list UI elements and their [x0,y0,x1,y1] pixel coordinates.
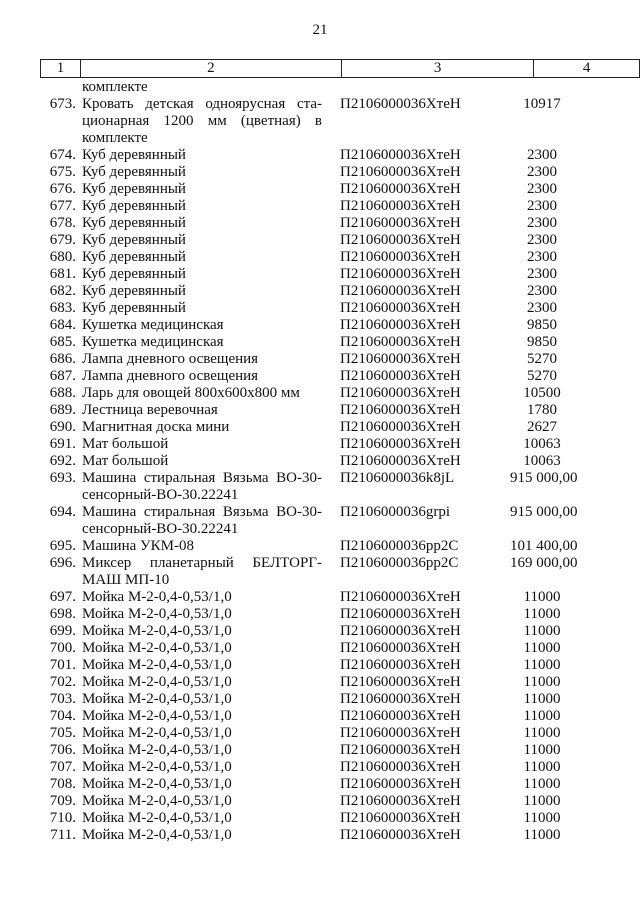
item-number: 707. [49,759,76,775]
item-name-line: Кушетка медицинская [82,334,224,350]
item-number: 689. [49,402,76,418]
list-item [40,470,600,504]
item-name [76,232,322,249]
item-name [76,334,322,351]
item-name-line: сенсорный-ВО-30.22241 [82,487,239,503]
item-code: П2106000036ХтеН [340,793,461,809]
item-name [76,96,322,147]
item-name-line: сенсорный-ВО-30.22241 [82,521,239,537]
item-name-line: Мойка М-2-0,4-0,53/1,0 [82,674,232,690]
item-price: 915 000,00 [510,504,578,520]
item-number: 674. [49,147,76,163]
item-price: 11000 [523,657,561,673]
item-code: П2106000036ХтеН [340,402,461,418]
item-name-line: Мойка М-2-0,4-0,53/1,0 [82,759,232,775]
item-price: 2300 [527,198,557,214]
item-number: 688. [49,385,76,401]
item-price: 11000 [523,606,561,622]
item-number: 681. [49,266,76,282]
item-number: 696. [49,555,76,571]
item-name [76,725,322,742]
item-code: П2106000036ХтеН [340,96,461,112]
item-code: П2106000036ХтеН [340,419,461,435]
item-price: 9850 [527,317,557,333]
item-number: 690. [49,419,76,435]
item-name-line: Кровать детская одноярусная ста- [82,96,322,112]
item-name [76,810,322,827]
item-number: 693. [49,470,76,486]
item-price: 2300 [527,181,557,197]
item-price: 11000 [523,725,561,741]
item-name [76,538,322,555]
item-name-line: Мойка М-2-0,4-0,53/1,0 [82,623,232,639]
item-name-line: ционарная 1200 мм (цветная) в [82,113,322,129]
item-price: 11000 [523,776,561,792]
item-code: П2106000036ХтеН [340,215,461,231]
list-item [40,793,600,810]
item-code: П2106000036ХтеН [340,232,461,248]
item-code: П2106000036ХтеН [340,368,461,384]
item-name [76,708,322,725]
item-price: 2300 [527,266,557,282]
list-item [40,232,600,249]
item-name-line: Магнитная доска мини [82,419,230,435]
item-name-line: Куб деревянный [82,164,186,180]
item-name-line: Куб деревянный [82,300,186,316]
item-price: 11000 [523,742,561,758]
item-code: П2106000036pp2C [340,555,459,571]
list-item [40,181,600,198]
item-code: П2106000036ХтеН [340,759,461,775]
item-code: П2106000036ХтеН [340,776,461,792]
item-code: П2106000036ХтеН [340,589,461,605]
item-number: 687. [49,368,76,384]
list-item [40,640,600,657]
list-item [40,657,600,674]
list-item [40,674,600,691]
item-price: 2300 [527,232,557,248]
item-price: 11000 [523,674,561,690]
item-number: 697. [49,589,76,605]
item-name-line: Машина УКМ-08 [82,538,194,554]
column-header-1: 1 [41,60,81,78]
list-item [40,300,600,317]
item-price: 169 000,00 [510,555,578,571]
item-number: 677. [49,198,76,214]
item-code: П2106000036ХтеН [340,266,461,282]
item-name [76,657,322,674]
item-code: П2106000036ХтеН [340,164,461,180]
item-name-line: Куб деревянный [82,283,186,299]
item-name-line: Мойка М-2-0,4-0,53/1,0 [82,793,232,809]
item-number: 694. [49,504,76,520]
item-price: 11000 [523,827,561,843]
item-code: П2106000036ХтеН [340,691,461,707]
item-price: 101 400,00 [510,538,578,554]
item-price: 1780 [527,402,557,418]
item-name-line: Машина стиральная Вязьма ВО-30- [82,504,322,520]
list-item [40,215,600,232]
item-name-line: Мат большой [82,436,169,452]
item-name-line: Куб деревянный [82,198,186,214]
list-item [40,266,600,283]
item-code: П2106000036ХтеН [340,436,461,452]
item-price: 5270 [527,368,557,384]
item-price: 10917 [523,96,561,112]
item-number: 704. [49,708,76,724]
list-item [40,96,600,147]
item-code: П2106000036ХтеН [340,385,461,401]
item-code: П2106000036ХтеН [340,606,461,622]
item-number: 711. [50,827,76,843]
item-number: 708. [49,776,76,792]
item-name-line: Мойка М-2-0,4-0,53/1,0 [82,691,232,707]
item-code: П2106000036k8jL [340,470,455,486]
item-name-line: Мойка М-2-0,4-0,53/1,0 [82,776,232,792]
item-name-line: Миксер планетарный БЕЛТОРГ- [82,555,322,571]
item-name-line: Мойка М-2-0,4-0,53/1,0 [82,742,232,758]
item-code: П2106000036ХтеН [340,708,461,724]
item-number: 692. [49,453,76,469]
item-name [76,742,322,759]
item-name-line: Мойка М-2-0,4-0,53/1,0 [82,810,232,826]
item-number: 691. [49,436,76,452]
item-number: 709. [49,793,76,809]
list-item [40,759,600,776]
item-number: 683. [49,300,76,316]
item-code: П2106000036ХтеН [340,334,461,350]
item-name-line: МАШ МП-10 [82,572,170,588]
item-name [76,385,322,402]
item-price: 10063 [523,453,561,469]
item-number: 679. [49,232,76,248]
item-name [76,436,322,453]
item-name-line: Лестница веревочная [82,402,218,418]
list-item [40,725,600,742]
item-name [76,164,322,181]
column-header-4: 4 [534,60,640,78]
item-name [76,266,322,283]
item-number: 698. [49,606,76,622]
page-number: 21 [312,22,328,38]
item-name-line: Куб деревянный [82,147,186,163]
item-number: 703. [49,691,76,707]
item-name-line: Мойка М-2-0,4-0,53/1,0 [82,606,232,622]
item-code: П2106000036ХтеН [340,453,461,469]
item-number: 678. [49,215,76,231]
column-header-3: 3 [341,60,533,78]
item-name-line: Куб деревянный [82,215,186,231]
item-number: 699. [49,623,76,639]
item-price: 2300 [527,283,557,299]
item-name-line: Мойка М-2-0,4-0,53/1,0 [82,827,232,843]
item-price: 10063 [523,436,561,452]
column-header-2: 2 [80,60,341,78]
list-item [40,385,600,402]
item-code: П2106000036ХтеН [340,640,461,656]
item-price: 11000 [523,759,561,775]
item-name [76,351,322,368]
item-name-line: Мойка М-2-0,4-0,53/1,0 [82,657,232,673]
item-name [76,249,322,266]
item-code: П2106000036ХтеН [340,300,461,316]
list-item [40,249,600,266]
item-name [76,470,322,504]
list-item [40,776,600,793]
item-number: 701. [49,657,76,673]
item-name [76,759,322,776]
item-number: 680. [49,249,76,265]
item-price: 11000 [523,810,561,826]
item-number: 702. [49,674,76,690]
item-code: П2106000036ХтеН [340,827,461,843]
item-name [76,402,322,419]
item-name [76,147,322,164]
list-item [40,317,600,334]
item-name [76,504,322,538]
list-item [40,623,600,640]
item-name-line: Машина стиральная Вязьма ВО-30- [82,470,322,486]
item-name-line: Куб деревянный [82,266,186,282]
list-item [40,436,600,453]
item-price: 2300 [527,147,557,163]
list-item [40,368,600,385]
item-number: 676. [49,181,76,197]
column-header-row [41,60,640,78]
item-name [76,198,322,215]
item-name [76,215,322,232]
item-code: П2106000036ХтеН [340,317,461,333]
item-name [76,453,322,470]
item-price: 11000 [523,623,561,639]
item-name-line: Кушетка медицинская [82,317,224,333]
item-number: 700. [49,640,76,656]
item-code: П2106000036ХтеН [340,725,461,741]
list-item [40,164,600,181]
list-item [40,453,600,470]
item-name-line: Куб деревянный [82,232,186,248]
item-name-line: комплекте [82,79,148,95]
item-name [76,691,322,708]
inventory-list [40,79,600,844]
item-name [76,589,322,606]
item-name-line: Мойка М-2-0,4-0,53/1,0 [82,640,232,656]
list-item [40,419,600,436]
item-number: 695. [49,538,76,554]
item-price: 2300 [527,215,557,231]
item-code: П2106000036pp2C [340,538,459,554]
item-number: 705. [49,725,76,741]
item-name [76,181,322,198]
item-code: П2106000036ХтеН [340,198,461,214]
item-name [76,776,322,793]
item-name-line: Куб деревянный [82,249,186,265]
item-price: 2300 [527,249,557,265]
list-item [40,827,600,844]
list-item [40,147,600,164]
item-price: 2627 [527,419,557,435]
item-price: 2300 [527,164,557,180]
item-name-line: Мойка М-2-0,4-0,53/1,0 [82,589,232,605]
item-code: П2106000036ХтеН [340,283,461,299]
item-name [76,79,322,96]
item-name-line: Куб деревянный [82,181,186,197]
list-item [40,402,600,419]
item-price: 11000 [523,640,561,656]
item-name [76,606,322,623]
item-number: 706. [49,742,76,758]
item-code: П2106000036ХтеН [340,249,461,265]
item-price: 2300 [527,300,557,316]
item-code: П2106000036ХтеН [340,147,461,163]
item-name [76,793,322,810]
item-name [76,283,322,300]
item-name [76,368,322,385]
item-name [76,317,322,334]
item-number: 686. [49,351,76,367]
list-item [40,742,600,759]
item-number: 684. [49,317,76,333]
list-item [40,198,600,215]
item-name-line: Мойка М-2-0,4-0,53/1,0 [82,725,232,741]
list-item [40,810,600,827]
item-price: 11000 [523,691,561,707]
item-price: 11000 [523,589,561,605]
column-header-table [40,59,640,78]
item-name-line: комплекте [82,130,148,146]
item-number: 675. [49,164,76,180]
item-price: 11000 [523,708,561,724]
item-number: 710. [49,810,76,826]
item-name [76,555,322,589]
item-name [76,419,322,436]
item-price: 5270 [527,351,557,367]
item-name-line: Мойка М-2-0,4-0,53/1,0 [82,708,232,724]
item-price: 10500 [523,385,561,401]
item-number: 673. [49,96,76,112]
item-code: П2106000036ХтеН [340,674,461,690]
item-name [76,640,322,657]
item-price: 915 000,00 [510,470,578,486]
item-name-line: Лампа дневного освещения [82,368,259,384]
list-item [40,79,600,96]
item-price: 11000 [523,793,561,809]
item-code: П2106000036ХтеН [340,351,461,367]
list-item [40,334,600,351]
list-item [40,708,600,725]
item-code: П2106000036ХтеН [340,810,461,826]
item-name-line: Лампа дневного освещения [82,351,259,367]
list-item [40,589,600,606]
item-code: П2106000036ХтеН [340,181,461,197]
item-name-line: Мат большой [82,453,169,469]
item-code: П2106000036ХтеН [340,623,461,639]
item-number: 682. [49,283,76,299]
list-item [40,606,600,623]
item-price: 9850 [527,334,557,350]
list-item [40,283,600,300]
item-name [76,674,322,691]
item-code: П2106000036ХтеН [340,742,461,758]
item-code: П2106000036ХтеН [340,657,461,673]
list-item [40,691,600,708]
list-item [40,538,600,555]
list-item [40,351,600,368]
item-name [76,623,322,640]
list-item [40,504,600,538]
item-number: 685. [49,334,76,350]
item-name [76,300,322,317]
list-item [40,555,600,589]
item-name [76,827,322,844]
item-code: П2106000036grpi [340,504,450,520]
item-name-line: Ларь для овощей 800х600х800 мм [82,385,300,401]
